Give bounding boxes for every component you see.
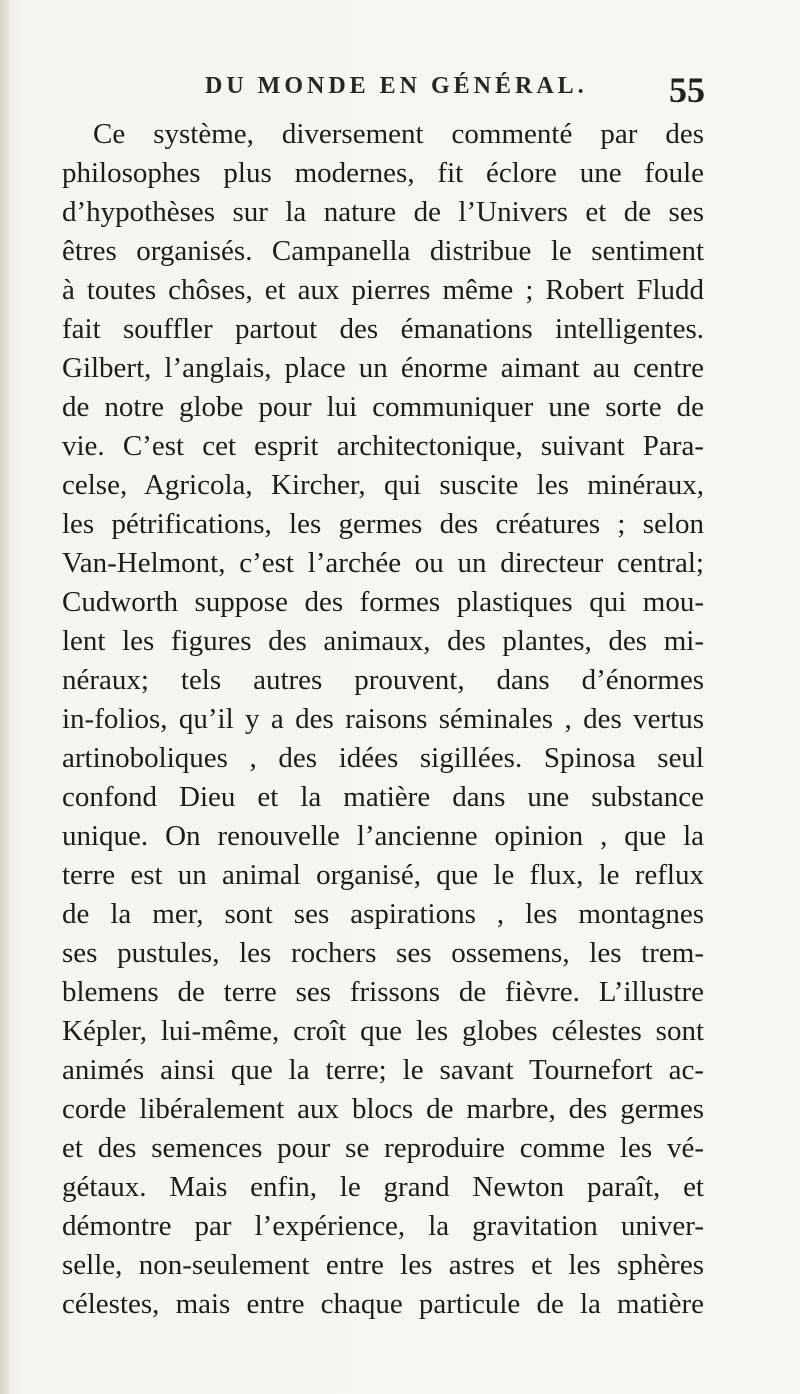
text-line: fait souffler partout des émanations intelligentes.: [62, 313, 704, 345]
text-line: de la mer, sont ses aspirations , les montagnes: [62, 898, 704, 930]
text-line: Cudworth suppose des formes plastiques qui mou-: [62, 586, 704, 618]
text-line: Van-Helmont, c’est l’archée ou un directeur central;: [62, 547, 704, 579]
text-line: Gilbert, l’anglais, place un énorme aimant au centre: [62, 352, 704, 384]
text-line: gétaux. Mais enfin, le grand Newton paraît, et: [62, 1171, 704, 1203]
text-line: unique. On renouvelle l’ancienne opinion , que la: [62, 820, 704, 852]
running-title: DU MONDE EN GÉNÉRAL.: [205, 73, 588, 99]
text-line: d’hypothèses sur la nature de l’Univers et de ses: [62, 196, 704, 228]
text-line: ses pustules, les rochers ses ossemens, les trem-: [62, 937, 704, 969]
text-line: et des semences pour se reproduire comme les vé-: [62, 1132, 704, 1164]
text-line: terre est un animal organisé, que le flux, le reflux: [62, 859, 704, 891]
text-line: les pétrifications, les germes des créatures ; selon: [62, 508, 704, 540]
text-line: vie. C’est cet esprit architectonique, suivant Para-: [62, 430, 704, 462]
text-line: démontre par l’expérience, la gravitation univer-: [62, 1210, 704, 1242]
text-line: lent les figures des animaux, des plantes, des mi-: [62, 625, 704, 657]
text-line: de notre globe pour lui communiquer une sorte de: [62, 391, 704, 423]
text-line: animés ainsi que la terre; le savant Tournefort ac-: [62, 1054, 704, 1086]
text-line: celse, Agricola, Kircher, qui suscite les minéraux,: [62, 469, 704, 501]
text-line: blemens de terre ses frissons de fièvre. L’illustre: [62, 976, 704, 1008]
text-line: artinoboliques , des idées sigillées. Spinosa seul: [62, 742, 704, 774]
text-line: selle, non-seulement entre les astres et les sphères: [62, 1249, 704, 1281]
text-line: célestes, mais entre chaque particule de la matière: [62, 1288, 704, 1320]
text-line: Képler, lui-même, croît que les globes célestes sont: [62, 1015, 704, 1047]
text-line: philosophes plus modernes, fit éclore une foule: [62, 157, 704, 189]
text-line: néraux; tels autres prouvent, dans d’énormes: [62, 664, 704, 696]
text-line: Ce système, diversement commenté par des: [93, 118, 704, 150]
text-line: corde libéralement aux blocs de marbre, des germes: [62, 1093, 704, 1125]
text-line: êtres organisés. Campanella distribue le sentiment: [62, 235, 704, 267]
text-line: in-folios, qu’il y a des raisons séminales , des vertus: [62, 703, 704, 735]
text-line: confond Dieu et la matière dans une substance: [62, 781, 704, 813]
page-number: 55: [669, 70, 705, 110]
text-line: à toutes chôses, et aux pierres même ; Robert Fludd: [62, 274, 704, 306]
